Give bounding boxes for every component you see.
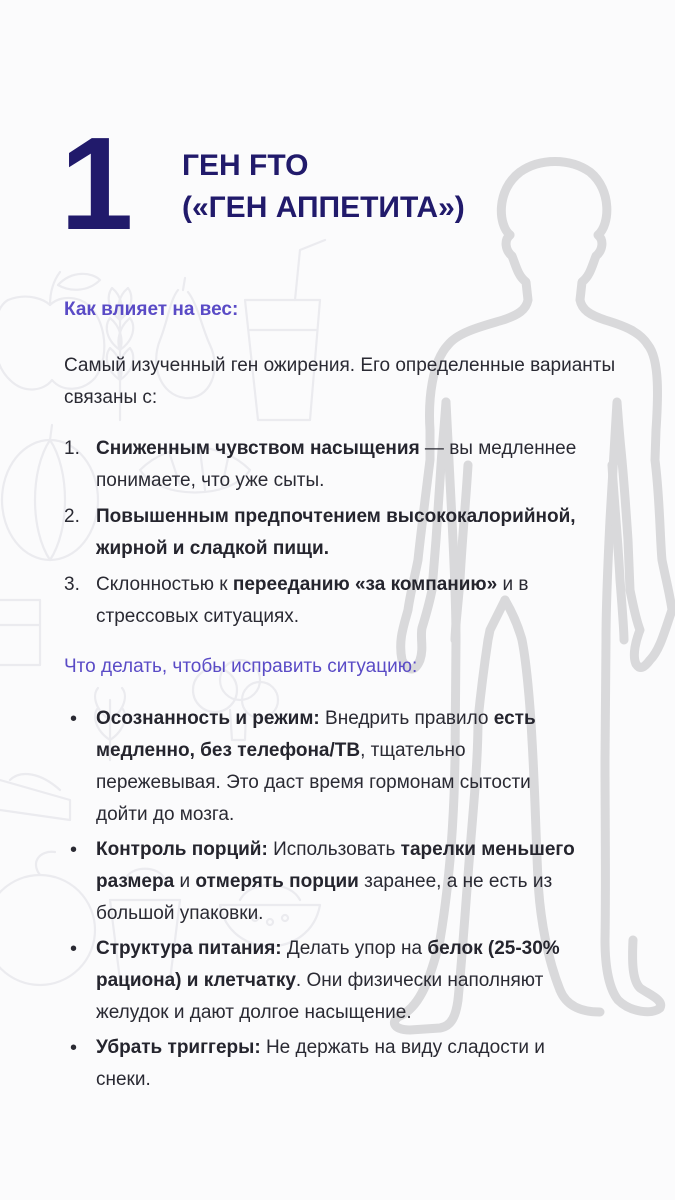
title-line-1: ГЕН FTO [182, 149, 309, 182]
bullet-icon: • [70, 839, 78, 861]
action-text: , тщательно пережевывая. Это даст время гормонам сытости дойти до мозга. [96, 740, 531, 825]
bullet-icon: • [70, 1037, 78, 1059]
action-label: Контроль порций: [96, 839, 268, 860]
effect-item [64, 433, 634, 497]
effect-heading: Как влияет на вес: [64, 299, 239, 320]
action-emphasis: отмерять порции [195, 871, 359, 892]
effect-item-text: Склонностью к [96, 574, 233, 595]
actions-list [64, 703, 584, 1099]
action-emphasis: белок (25-30% рациона) и клетчатку [96, 938, 560, 991]
effect-item-text: и в стрессовых ситуациях. [96, 574, 529, 627]
action-emphasis: есть медленно, без телефона/ТВ [96, 708, 536, 761]
list-number: 1. [64, 438, 80, 459]
action-text: Делать упор на [281, 938, 428, 959]
title-line-2: («ГЕН АППЕТИТА») [182, 191, 465, 224]
action-text: заранее, а не есть из большой упаковки. [96, 871, 553, 924]
action-item [64, 834, 584, 930]
action-item [64, 703, 584, 831]
effect-item-text: — вы медленнее понимаете, что уже сыты. [96, 438, 577, 491]
section-number: 1 [60, 110, 130, 257]
effect-item-bold: Сниженным чувством насыщения [96, 438, 420, 459]
effect-item-bold: Повышенным предпочтением высококалорийной, жирной и сладкой пищи. [96, 506, 576, 559]
actions-heading: Что делать, чтобы исправить ситуацию: [64, 656, 418, 677]
action-text: Не держать на виду сладости и снеки. [96, 1037, 545, 1090]
action-text: Внедрить правило [319, 708, 494, 729]
effect-item-bold: перееданию «за компанию» [232, 574, 498, 595]
page-title [182, 145, 465, 229]
action-label: Убрать триггеры: [96, 1037, 261, 1058]
action-item [64, 1032, 584, 1096]
list-number: 2. [64, 506, 80, 527]
list-number: 3. [64, 574, 80, 595]
action-text: Использовать [267, 839, 401, 860]
action-text: . Они физически наполняют желудок и дают долгое насыщение. [96, 970, 544, 1023]
action-label: Осознанность и режим: [96, 708, 320, 729]
bullet-icon: • [70, 938, 78, 960]
action-emphasis: тарелки меньшего размера [96, 839, 575, 892]
effect-list [64, 433, 634, 637]
effect-item [64, 501, 634, 565]
effect-item [64, 569, 634, 633]
action-text: и [174, 871, 196, 892]
effect-intro: Самый изученный ген ожирения. Его определенные варианты связаны с: [64, 355, 616, 408]
action-label: Структура питания: [96, 938, 282, 959]
bullet-icon: • [70, 708, 78, 730]
action-item [64, 933, 584, 1029]
